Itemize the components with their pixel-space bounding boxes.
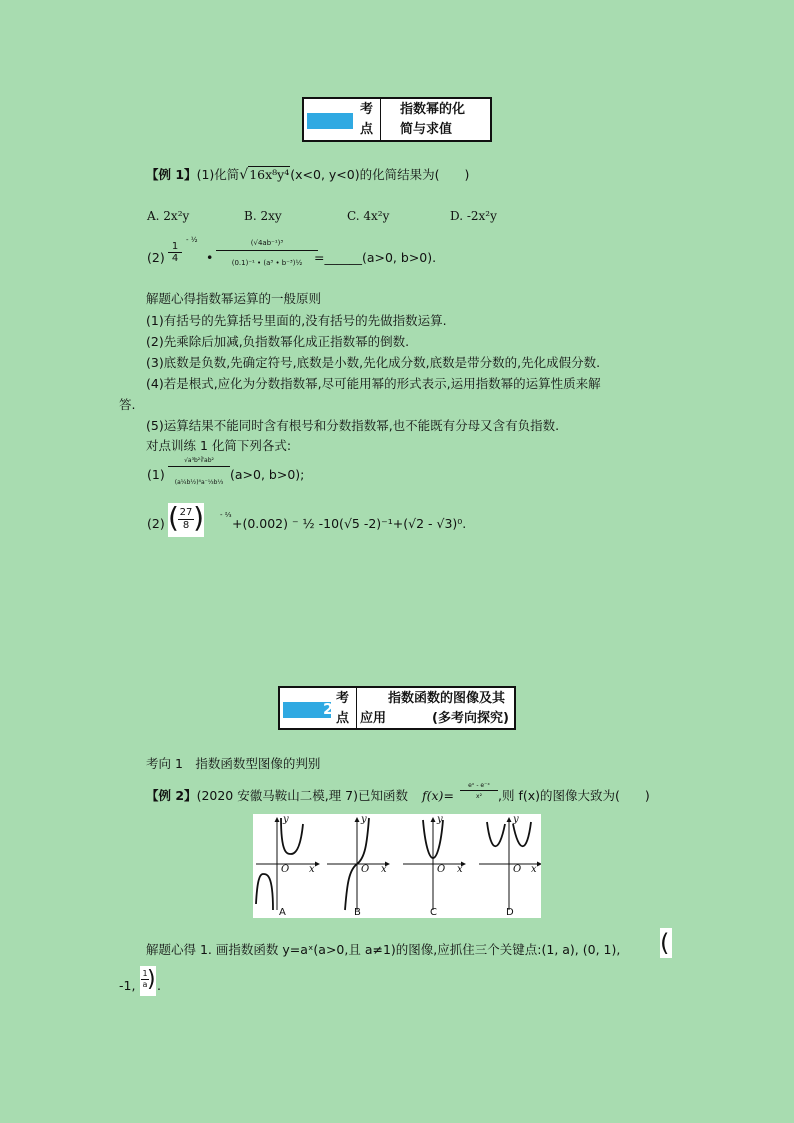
ex1-dot: • bbox=[206, 250, 214, 265]
left-paren-icon-2: ( bbox=[660, 929, 670, 957]
train1-p2-frac bbox=[178, 507, 194, 532]
ex1-part1-prefix: (1)化简 bbox=[196, 167, 240, 182]
ex1-frac-quarter-num: 1 bbox=[168, 241, 182, 253]
ex2-source: (2020 安徽马鞍山二模,理 7)已知函数 bbox=[196, 788, 409, 803]
ex1-part2-prefix: (2) bbox=[147, 250, 165, 265]
section1-label-kao: 考 bbox=[360, 102, 374, 117]
ex2-frac-den: x² bbox=[476, 793, 482, 800]
ex2-tail: ,则 f(x)的图像大致为( ) bbox=[498, 788, 650, 803]
tips2-frac-den: a bbox=[142, 980, 148, 989]
ex1-option-c: C. 4x²y bbox=[347, 209, 390, 223]
graph-d-label: D bbox=[506, 907, 514, 918]
ex1-option-a: A. 2x²y bbox=[147, 209, 190, 223]
tips1-item1: (1)有括号的先算括号里面的,没有括号的先做指数运算. bbox=[146, 313, 447, 328]
tips2-line1: 解题心得 1. 画指数函数 y=aˣ(a>0,且 a≠1)的图像,应抓住三个关键点:(1, a), (0, 1), bbox=[146, 942, 621, 957]
tips2-frac-num: 1 bbox=[142, 969, 148, 978]
graph-c-x-label: x bbox=[457, 864, 463, 875]
right-paren-icon-2: ) bbox=[147, 967, 156, 992]
tips1-item2: (2)先乘除后加减,负指数幂化成正指数幂的倒数. bbox=[146, 334, 410, 349]
graph-c-label: C bbox=[430, 907, 437, 918]
section2-header bbox=[278, 686, 516, 730]
section2-title-line2a: 应用 bbox=[360, 711, 387, 726]
train1-p2-prefix: (2) bbox=[147, 516, 165, 531]
ex2-label: 【例 2】 bbox=[146, 788, 197, 803]
graph-c[interactable] bbox=[403, 818, 465, 910]
ex1-line1 bbox=[146, 166, 469, 184]
graph-b[interactable] bbox=[327, 818, 389, 910]
ex1-label: 【例 1】 bbox=[146, 167, 197, 182]
ex1-part1-cond: (x<0, y<0)的化简结果为( ) bbox=[290, 167, 470, 182]
graph-b-y-label: y bbox=[361, 814, 367, 825]
sqrt-icon: √ bbox=[239, 167, 249, 183]
ex1-option-b: B. 2xy bbox=[244, 209, 282, 223]
train1-p1-fraction bbox=[168, 457, 230, 486]
ex1-option-d: D. -2x²y bbox=[450, 209, 497, 223]
train1-heading: 对点训练 1 化简下列各式: bbox=[146, 438, 292, 453]
ex1-frac-quarter bbox=[168, 241, 182, 264]
section1-divider bbox=[380, 99, 381, 140]
section2-label-kao: 考 bbox=[336, 691, 350, 706]
ex2-graphs-panel bbox=[253, 814, 541, 918]
train1-p2-paren bbox=[168, 503, 204, 537]
train1-p1-num: √a³b²∛ab² bbox=[168, 457, 230, 467]
right-paren-icon: ) bbox=[193, 501, 204, 534]
section1-badge bbox=[307, 113, 353, 129]
tips2-line2-tail: . bbox=[157, 978, 161, 993]
ex2-fraction bbox=[460, 782, 498, 800]
section2-badge-number: 2 bbox=[323, 700, 334, 718]
ex1-part2-tail: =______(a>0, b>0). bbox=[314, 250, 437, 265]
ex2-fx bbox=[422, 787, 454, 805]
tips1-item3: (3)底数是负数,先确定符号,底数是小数,先化成分数,底数是带分数的,先化成假分数. bbox=[146, 355, 601, 370]
section2-title-line2b: (多考向探究) bbox=[432, 711, 509, 726]
train1-p1-prefix: (1) bbox=[147, 467, 165, 482]
ex1-frac-quarter-den: 4 bbox=[171, 253, 179, 264]
section1-label-dian: 点 bbox=[360, 122, 374, 137]
graph-b-x-label: x bbox=[381, 864, 387, 875]
tips2-left-paren-box bbox=[660, 928, 672, 958]
tips1-item4b: 答. bbox=[119, 397, 136, 412]
ex2-line bbox=[146, 787, 408, 805]
graph-a-origin: O bbox=[281, 864, 290, 875]
section1-header bbox=[302, 97, 492, 142]
train1-p1-cond: (a>0, b>0); bbox=[230, 467, 305, 482]
section1-title-line1: 指数幂的化 bbox=[400, 102, 466, 117]
ex1-exp-neg-half: - ½ bbox=[186, 236, 198, 244]
graph-a-curve-left bbox=[256, 874, 273, 910]
tips2-line2-prefix: -1, bbox=[119, 978, 136, 993]
ex1-big-fraction bbox=[216, 240, 318, 267]
graph-d-curve-right bbox=[513, 822, 531, 846]
tips1-item4a: (4)若是根式,应化为分数指数幂,尽可能用幂的形式表示,运用指数幂的运算性质来解 bbox=[146, 376, 601, 391]
section2-label-dian: 点 bbox=[336, 711, 350, 726]
graph-b-label: B bbox=[354, 907, 361, 918]
section1-title-line2: 简与求值 bbox=[400, 122, 453, 137]
graph-d-x-label: x bbox=[531, 864, 537, 875]
graph-c-origin: O bbox=[437, 864, 446, 875]
ex2-graphs-svg bbox=[253, 814, 541, 918]
graph-c-y-label: y bbox=[437, 814, 443, 825]
train1-p1-den: (a¼b½)⁴a⁻⅓b⅓ bbox=[174, 479, 224, 486]
train1-p2-exp: - ⅔ bbox=[220, 511, 232, 519]
graph-b-origin: O bbox=[361, 864, 370, 875]
ex1-radicand: 16x⁸y⁴ bbox=[249, 167, 290, 182]
ex2-fx-name: f(x) bbox=[422, 788, 444, 803]
train1-p2-den: 8 bbox=[182, 520, 190, 531]
direction1-heading: 考向 1 指数函数型图像的判别 bbox=[146, 756, 321, 771]
section2-title-line1: 指数函数的图像及其 bbox=[388, 691, 506, 706]
train1-p2-num: 27 bbox=[179, 507, 193, 518]
ex2-eq: = bbox=[443, 788, 454, 803]
graph-a-y-label: y bbox=[283, 814, 289, 825]
graph-d-curve-left bbox=[487, 822, 505, 846]
graph-d-origin: O bbox=[513, 864, 522, 875]
graph-d-y-label: y bbox=[513, 814, 519, 825]
graph-a-x-label: x bbox=[309, 864, 315, 875]
tips2-frac-box bbox=[140, 966, 156, 996]
ex1-big-frac-num: (√4ab⁻¹)³ bbox=[216, 240, 318, 251]
left-paren-icon: ( bbox=[168, 501, 179, 534]
ex2-frac-num: eˣ - e⁻ˣ bbox=[460, 782, 498, 791]
graph-a-label: A bbox=[279, 907, 286, 918]
tips1-item5: (5)运算结果不能同时含有根号和分数指数幂,也不能既有分母又含有负指数. bbox=[146, 418, 560, 433]
train1-p2-tail: +(0.002) ⁻ ½ -10(√5 -2)⁻¹+(√2 - √3)⁰. bbox=[232, 516, 467, 531]
ex1-big-frac-den: (0.1)⁻¹ • (a³ • b⁻³)½ bbox=[231, 259, 303, 267]
section2-divider bbox=[356, 688, 357, 728]
tips1-heading: 解题心得指数幂运算的一般原则 bbox=[146, 291, 322, 306]
